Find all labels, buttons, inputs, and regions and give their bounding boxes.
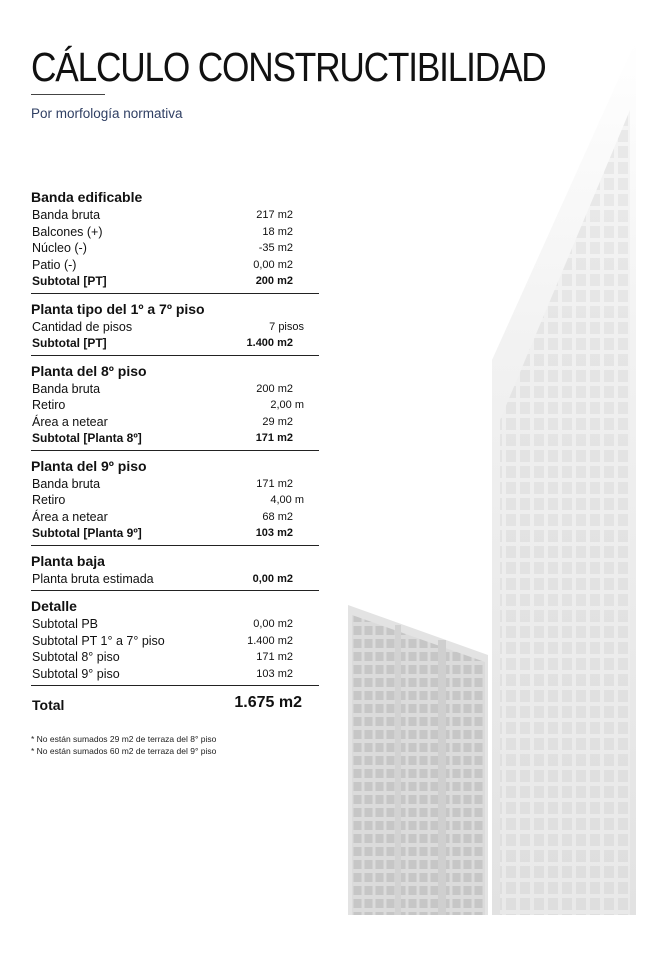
row-label: Subtotal PB	[32, 617, 99, 631]
row-value: 4,00 m	[270, 494, 304, 506]
row-label: Subtotal 8° piso	[32, 650, 120, 664]
row-value: 68 m2	[262, 510, 293, 523]
row-label: Banda bruta	[32, 381, 101, 396]
row-value: 1.400 m2	[246, 337, 293, 349]
table-row	[31, 224, 319, 241]
section-title: Banda edificable	[31, 189, 143, 205]
row-value: 0,00 m2	[253, 618, 293, 630]
subtotal-row	[31, 335, 319, 352]
row-value: 200 m2	[255, 275, 293, 287]
row-label: Cantidad de pisos	[32, 319, 133, 334]
section-title: Planta del 9º piso	[31, 457, 147, 474]
row-value: 0,00 m2	[252, 572, 293, 585]
row-value: 7 pisos	[269, 320, 304, 333]
table-row	[31, 319, 319, 336]
table-row	[31, 616, 319, 633]
table-row	[31, 476, 319, 493]
row-label: Subtotal [PT]	[32, 336, 107, 350]
table-row	[31, 492, 319, 509]
section-planta-baja	[31, 552, 319, 592]
table-row	[31, 397, 319, 414]
section-title: Planta baja	[31, 552, 105, 569]
row-label: Patio (-)	[32, 257, 77, 272]
total-label: Total	[32, 697, 65, 713]
row-value: 29 m2	[262, 415, 293, 428]
total-row	[31, 692, 319, 716]
table-row	[31, 633, 319, 650]
row-label: Núcleo (-)	[32, 241, 87, 255]
row-label: Balcones (+)	[32, 224, 103, 239]
subtotal-row	[31, 273, 319, 290]
title-underline	[31, 94, 105, 95]
row-value: 1.400 m2	[247, 634, 293, 647]
footnote: * No están sumados 60 m2 de terraza del 9° piso	[31, 746, 217, 756]
row-label: Planta bruta estimada	[32, 571, 154, 586]
calculation-table	[31, 188, 319, 716]
table-row	[31, 571, 319, 588]
row-label: Banda bruta	[32, 476, 101, 491]
footnotes	[31, 733, 216, 757]
row-value: 171 m2	[256, 477, 293, 490]
table-row	[31, 240, 319, 257]
row-label: Retiro	[32, 493, 66, 507]
row-value: 217 m2	[256, 209, 293, 221]
page-title: CÁLCULO CONSTRUCTIBILIDAD	[31, 44, 546, 90]
section-detalle	[31, 597, 319, 686]
row-value: 103 m2	[256, 667, 293, 680]
row-label: Subtotal [Planta 8º]	[32, 431, 142, 445]
table-row	[31, 257, 319, 274]
subtotal-row	[31, 430, 319, 447]
section-planta-tipo	[31, 300, 319, 356]
row-value: 200 m2	[256, 382, 293, 395]
table-row	[31, 207, 319, 224]
row-value: 171 m2	[256, 651, 293, 663]
section-title: Planta tipo del 1º a 7º piso	[31, 300, 205, 317]
row-value: 0,00 m2	[253, 258, 293, 271]
section-planta-9	[31, 457, 319, 546]
row-label: Área a netear	[32, 509, 108, 524]
row-label: Subtotal 9° piso	[32, 666, 120, 681]
row-label: Subtotal [PT]	[32, 274, 107, 288]
table-row	[31, 649, 319, 666]
subtotal-row	[31, 525, 319, 542]
section-title: Detalle	[31, 598, 77, 614]
table-row	[31, 509, 319, 526]
section-planta-8	[31, 362, 319, 451]
table-row	[31, 666, 319, 683]
row-value: 2,00 m	[270, 399, 304, 411]
section-banda-edificable	[31, 188, 319, 294]
page-subtitle: Por morfología normativa	[31, 106, 183, 121]
row-label: Área a netear	[32, 414, 108, 429]
row-value: 18 m2	[262, 225, 293, 238]
table-row	[31, 381, 319, 398]
row-label: Subtotal [Planta 9º]	[32, 526, 142, 540]
table-row	[31, 414, 319, 431]
row-label: Banda bruta	[32, 208, 101, 222]
row-label: Subtotal PT 1° a 7° piso	[32, 633, 165, 648]
footnote: * No están sumados 29 m2 de terraza del 8° piso	[31, 734, 217, 744]
row-value: -35 m2	[258, 242, 293, 254]
section-title: Planta del 8º piso	[31, 362, 147, 379]
row-value: 171 m2	[255, 432, 293, 444]
row-label: Retiro	[32, 398, 66, 412]
row-value: 103 m2	[255, 527, 293, 539]
total-value: 1.675 m2	[234, 694, 302, 711]
